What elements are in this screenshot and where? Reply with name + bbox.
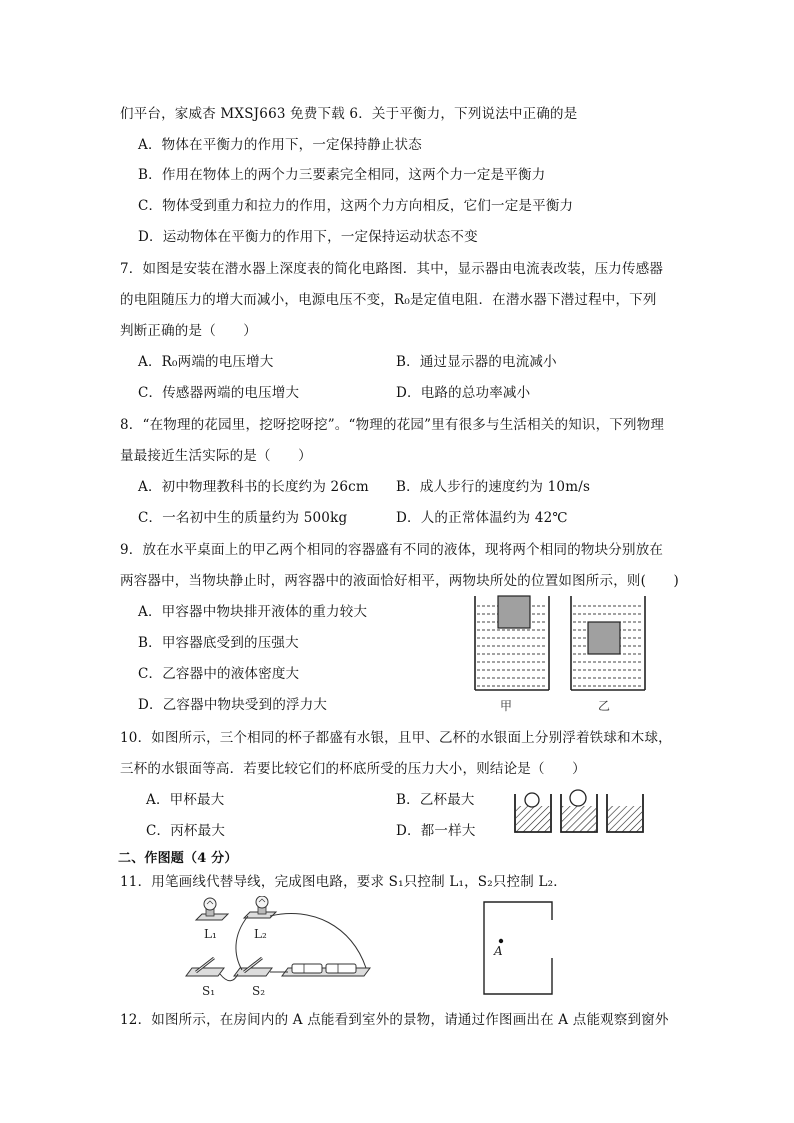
q10-option-a: A．甲杯最大 [146, 792, 225, 808]
switch-s2 [234, 958, 272, 976]
iron-ball [525, 793, 539, 807]
q7-stem-line3: 判断正确的是（ ） [120, 323, 257, 339]
q11-stem: 11．用笔画线代替导线，完成图电路，要求 S₁只控制 L₁，S₂只控制 L₂． [120, 874, 567, 890]
q6-option-b: B．作用在物体上的两个力三要素完全相同，这两个力一定是平衡力 [138, 167, 546, 183]
block-jia [498, 596, 530, 628]
q10-stem-line1: 10．如图所示，三个相同的杯子都盛有水银，且甲、乙杯的水银面上分别浮着铁球和木球， [120, 730, 672, 746]
cup-yi [561, 790, 597, 832]
q8-option-a: A．初中物理教科书的长度约为 26cm [138, 479, 369, 495]
q6-option-a: A．物体在平衡力的作用下，一定保持静止状态 [138, 137, 422, 153]
q7-option-a: A．R₀两端的电压增大 [138, 354, 274, 370]
q8-option-c: C．一名初中生的质量约为 500kg [138, 510, 348, 526]
q9-option-a: A．甲容器中物块排开液体的重力较大 [138, 604, 368, 620]
q7-stem-line1: 7．如图是安装在潜水器上深度表的简化电路图．其中，显示器由电流表改装，压力传感器 [120, 261, 664, 277]
container-jia [475, 596, 549, 690]
q10-option-d: D．都一样大 [396, 823, 476, 839]
lamp-l1 [196, 898, 228, 920]
wire-l2-to-battery [270, 913, 366, 968]
q6-stem: 们平台，家威杏 MXSJ663 免费下载 6．关于平衡力，下列说法中正确的是 [120, 106, 578, 122]
q10-stem-line2: 三杯的水银面等高．若要比较它们的杯底所受的压力大小，则结论是（ ） [120, 761, 586, 777]
battery-holder [282, 964, 370, 976]
q10-option-b: B．乙杯最大 [396, 792, 475, 808]
q11-circuit-figure [182, 896, 374, 1000]
q12-room-figure [480, 898, 560, 998]
wire-l2-to-s2 [236, 916, 248, 970]
lamp-l2 [244, 896, 276, 918]
cup-jia [515, 793, 551, 832]
label-l2: L₂ [254, 927, 267, 941]
q7-option-b: B．通过显示器的电流减小 [396, 354, 557, 370]
q8-stem-line2: 量最接近生活实际的是（ ） [120, 448, 312, 464]
container-yi [571, 596, 645, 690]
label-a: A [494, 944, 503, 958]
label-yi: 乙 [598, 699, 611, 713]
q10-cups-figure [512, 786, 644, 834]
point-a [499, 939, 503, 943]
q9-option-c: C．乙容器中的液体密度大 [138, 666, 300, 682]
q9-stem-line1: 9．放在水平桌面上的甲乙两个相同的容器盛有不同的液体，现将两个相同的物块分别放在 [120, 542, 664, 558]
q9-option-d: D．乙容器中物块受到的浮力大 [138, 697, 328, 713]
q6-option-d: D．运动物体在平衡力的作用下，一定保持运动状态不变 [138, 229, 478, 245]
label-l1: L₁ [204, 927, 217, 941]
q8-option-b: B．成人步行的速度约为 10m/s [396, 479, 591, 495]
wood-ball [570, 790, 586, 806]
q7-option-d: D．电路的总功率减小 [396, 385, 531, 401]
q8-stem-line1: 8．“在物理的花园里，挖呀挖呀挖”。“物理的花园”里有很多与生活相关的知识，下列物理 [120, 417, 665, 433]
cup-bing [607, 794, 643, 832]
q9-option-b: B．甲容器底受到的压强大 [138, 635, 299, 651]
block-yi [588, 622, 620, 654]
label-s2: S₂ [252, 984, 266, 998]
label-s1: S₁ [202, 984, 216, 998]
section-title: 二、作图题（4 分） [118, 851, 238, 866]
q7-option-c: C．传感器两端的电压增大 [138, 385, 300, 401]
label-jia: 甲 [500, 699, 513, 713]
q8-option-d: D．人的正常体温约为 42℃ [396, 510, 568, 526]
q9-containers-figure [470, 592, 650, 720]
q12-stem: 12．如图所示，在房间内的 A 点能看到室外的景物，请通过作图画出在 A 点能观察到窗外 [120, 1012, 669, 1028]
q7-stem-line2: 的电阻随压力的增大而减小，电源电压不变，R₀是定值电阻．在潜水器下潜过程中，下列 [120, 292, 657, 308]
q10-option-c: C．丙杯最大 [146, 823, 226, 839]
switch-s1 [186, 958, 224, 976]
q6-option-c: C．物体受到重力和拉力的作用，这两个力方向相反，它们一定是平衡力 [138, 198, 574, 214]
q9-stem-line2: 两容器中，当物块静止时，两容器中的液面恰好相平，两物块所处的位置如图所示，则( ) [120, 573, 679, 589]
